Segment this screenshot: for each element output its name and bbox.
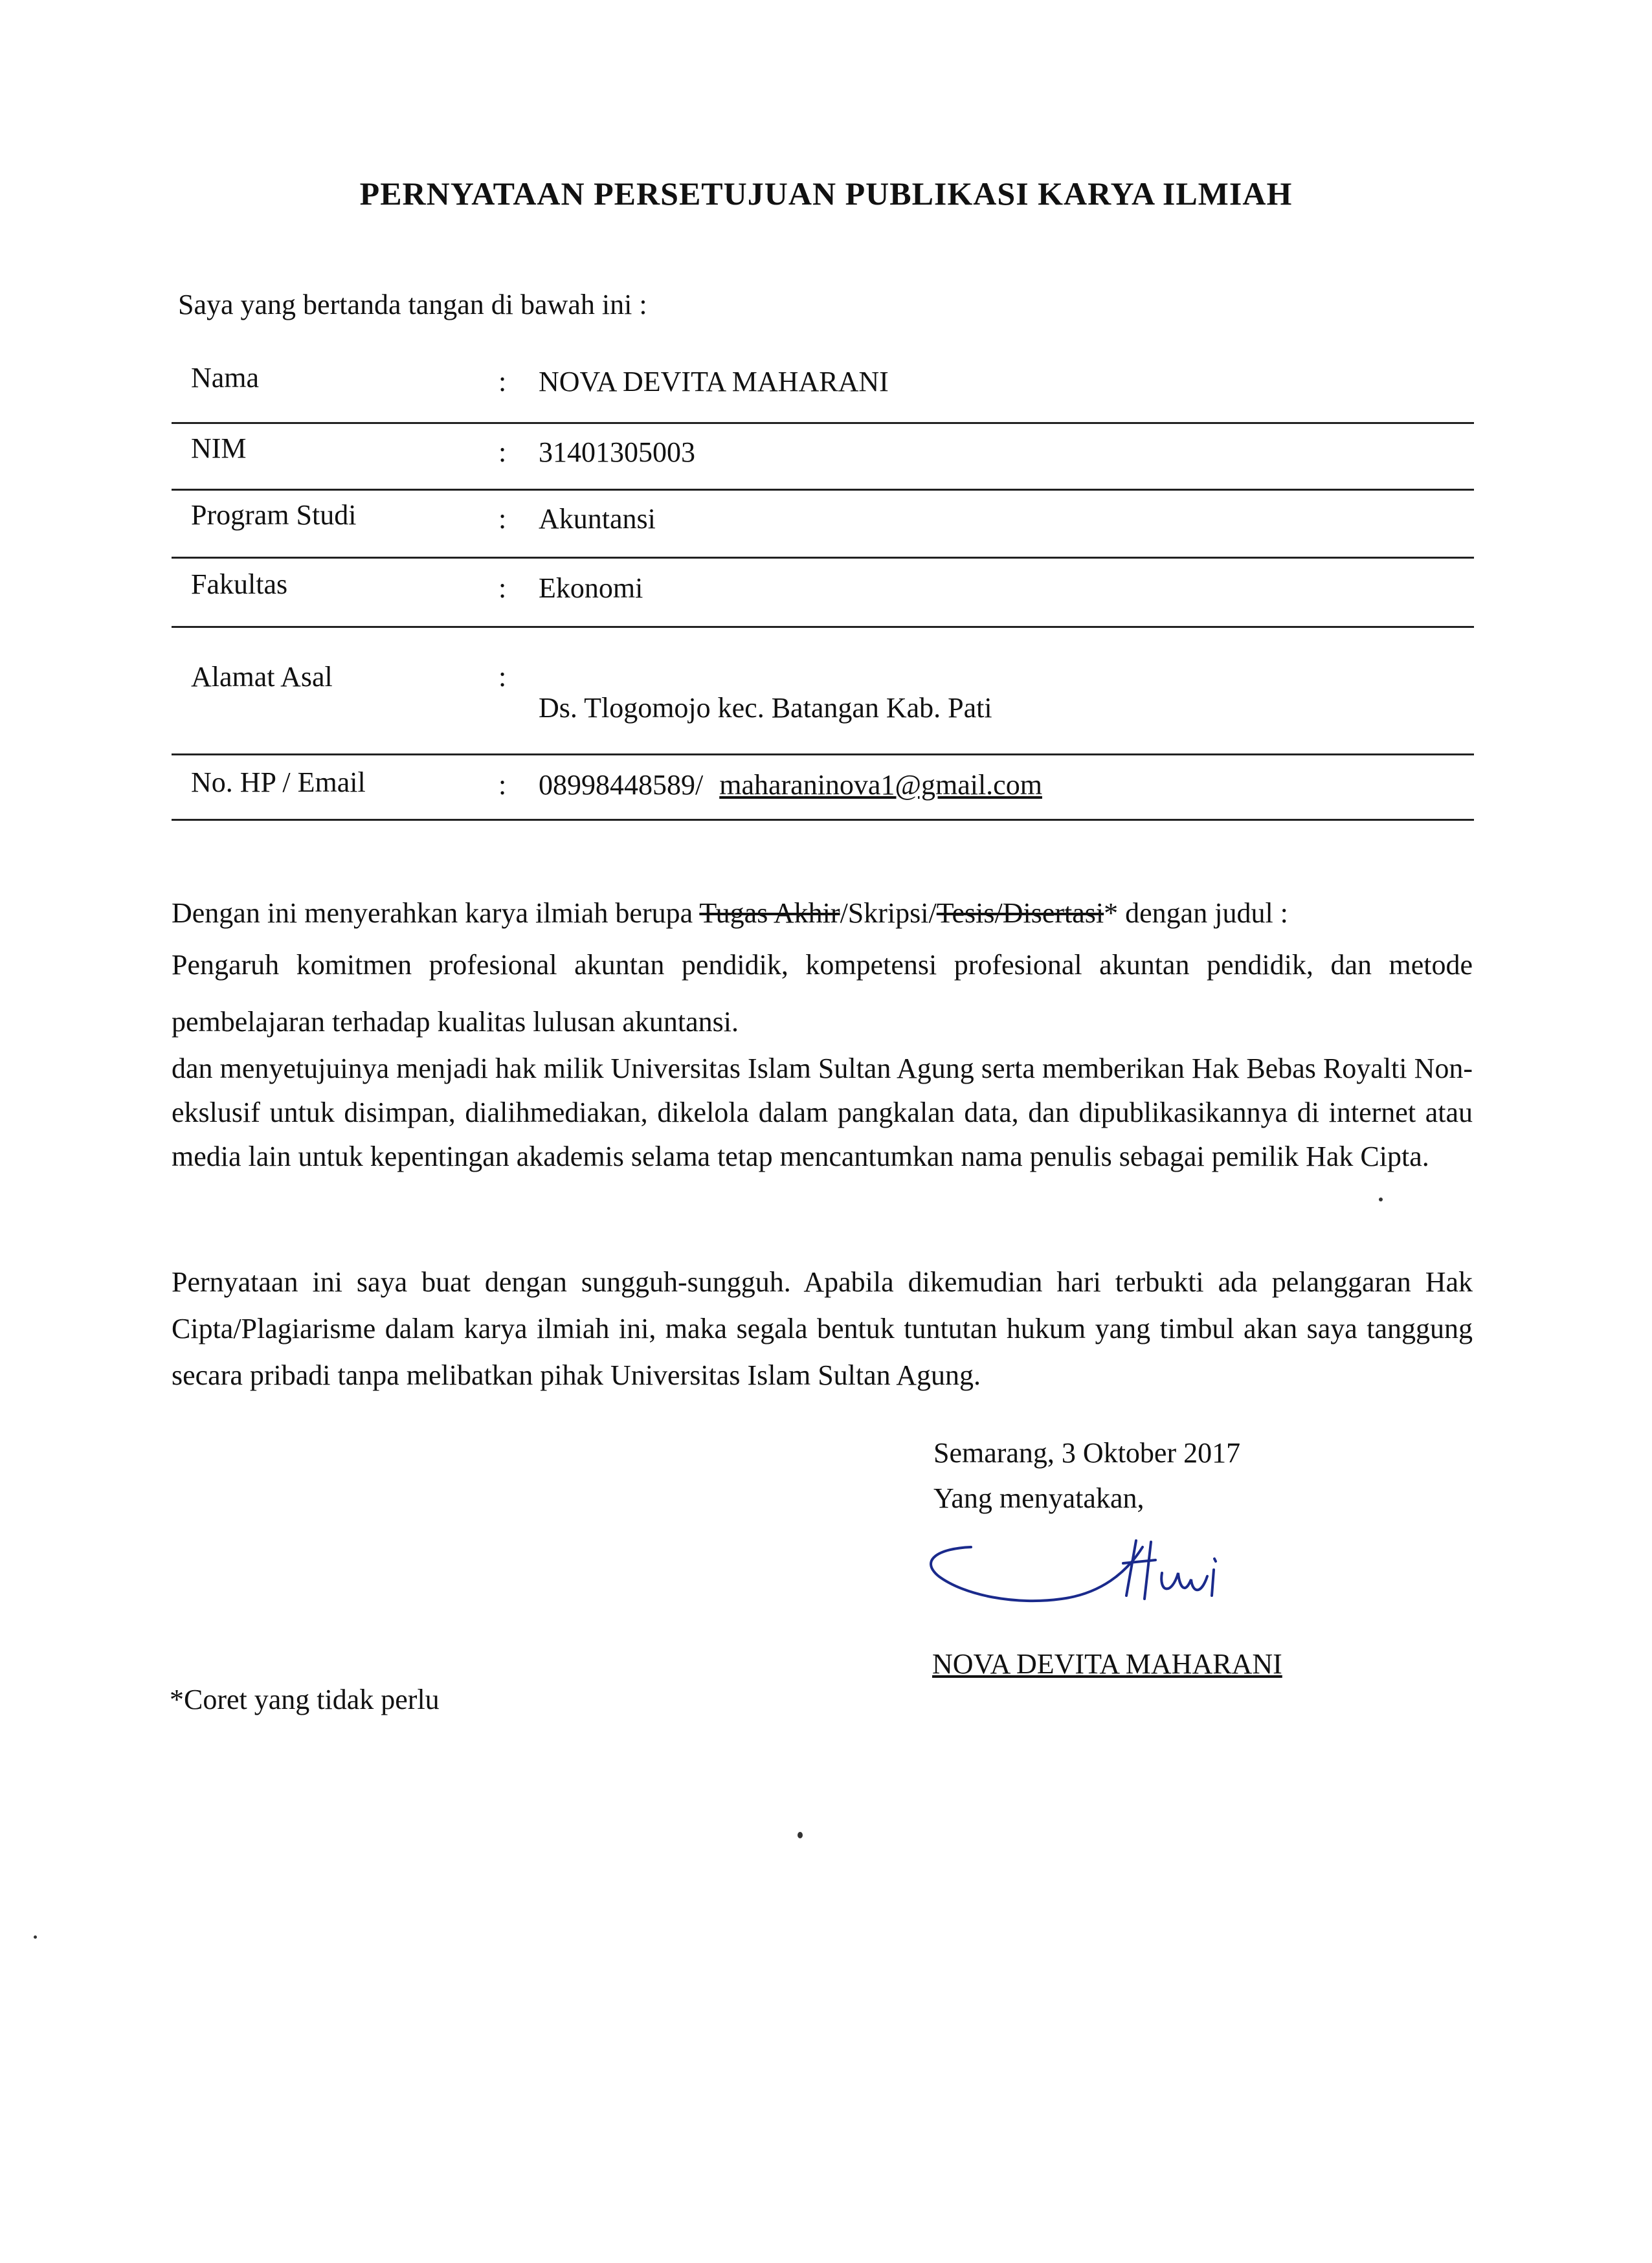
submission-prefix: Dengan ini menyerahkan karya ilmiah berupa	[172, 897, 700, 929]
footnote: *Coret yang tidak perlu	[170, 1684, 440, 1715]
signer-role: Yang menyatakan,	[933, 1482, 1144, 1514]
value-alamat-asal: Ds. Tlogomojo kec. Batangan Kab. Pati	[539, 692, 992, 724]
colon: :	[498, 769, 507, 801]
value-nama: NOVA DEVITA MAHARANI	[539, 366, 889, 397]
value-fakultas: Ekonomi	[539, 572, 643, 604]
paragraph-statement: Pernyataan ini saya buat dengan sungguh-sungguh. Apabila dikemudian hari terbukti ada pelanggaran Hak Cipta/Plagiarisme dalam karya ilmiah ini, maka segala bentuk tuntutan hukum yang timbul akan saya tanggung secara pribadi tanpa melibatkan pihak Universitas Islam Sultan Agung.	[172, 1266, 1473, 1391]
scan-speck	[798, 1832, 803, 1838]
intro-text: Saya yang bertanda tangan di bawah ini :	[178, 289, 647, 320]
submission-skripsi: /Skripsi/	[840, 897, 937, 929]
row-nama	[172, 350, 1474, 424]
paragraph-judul: Pengaruh komitmen profesional akuntan pendidik, kompetensi profesional akuntan pendidik, dan metode pembelajaran terhadap kualitas lulusan akuntansi.	[172, 949, 1473, 1038]
label-nim: NIM	[191, 432, 247, 464]
row-fakultas	[172, 559, 1474, 628]
submission-suffix: * dengan judul :	[1104, 897, 1288, 929]
value-program-studi: Akuntansi	[539, 503, 656, 535]
colon: :	[498, 661, 507, 693]
page-title: PERNYATAAN PERSETUJUAN PUBLIKASI KARYA ILMIAH	[359, 175, 1293, 212]
paragraph-license: dan menyetujuinya menjadi hak milik Universitas Islam Sultan Agung serta memberikan Hak Bebas Royalti Non-ekslusif untuk disimpan, dialihmediakan, dikelola dalam pangkalan data, dan dipublikasikannya di internet atau media lain untuk kepentingan akademis selama tetap mencantumkan nama penulis sebagai pemilik Hak Cipta.	[172, 1053, 1473, 1172]
label-alamat-asal: Alamat Asal	[191, 661, 333, 693]
signature-block	[933, 1431, 1240, 1521]
row-program-studi	[172, 491, 1474, 559]
label-fakultas: Fakultas	[191, 568, 288, 600]
identity-table	[172, 350, 1474, 821]
colon: :	[498, 436, 507, 468]
signer-name: NOVA DEVITA MAHARANI	[932, 1648, 1282, 1680]
label-program-studi: Program Studi	[191, 499, 357, 531]
row-alamat-asal	[172, 628, 1474, 755]
label-nama: Nama	[191, 362, 260, 394]
colon: :	[498, 503, 507, 535]
value-phone: 08998448589/	[539, 769, 704, 801]
scan-speck	[1379, 1198, 1383, 1201]
struck-option-tesis-disertasi: Tesis/Disertasi	[936, 897, 1104, 929]
colon: :	[498, 572, 507, 604]
value-hp-email	[539, 768, 1042, 801]
colon: :	[498, 366, 507, 397]
struck-option-tugas-akhir: Tugas Akhir	[699, 897, 840, 929]
place-date: Semarang, 3 Oktober 2017	[933, 1437, 1241, 1469]
row-hp-email	[172, 755, 1474, 821]
scan-speck	[34, 1935, 37, 1939]
row-nim	[172, 424, 1474, 491]
email-link[interactable]: maharaninova1@gmail.com	[719, 769, 1042, 801]
value-nim: 31401305003	[539, 436, 695, 468]
paragraph-submission	[172, 890, 1473, 937]
label-hp-email: No. HP / Email	[191, 766, 366, 798]
handwritten-signature	[913, 1534, 1223, 1618]
